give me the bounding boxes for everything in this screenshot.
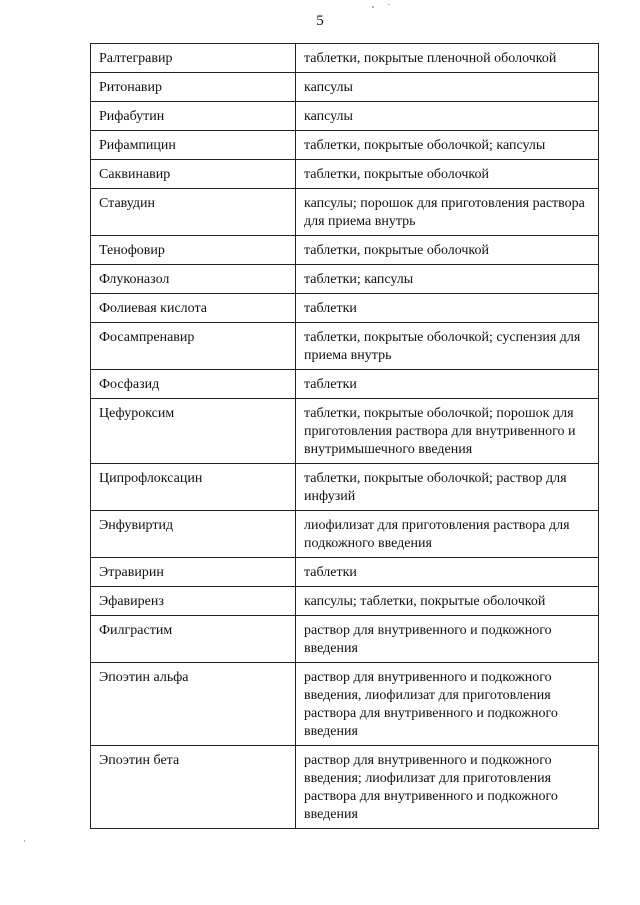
dosage-form-cell: капсулы bbox=[296, 102, 599, 131]
dosage-form-cell: раствор для внутривенного и подкожного введения bbox=[296, 616, 599, 663]
drug-name-cell: Рифампицин bbox=[91, 131, 296, 160]
table-row bbox=[91, 131, 599, 160]
drug-name-cell: Ципрофлоксацин bbox=[91, 464, 296, 511]
dosage-form-cell: таблетки, покрытые оболочкой; суспензия для приема внутрь bbox=[296, 323, 599, 370]
dosage-form-cell: таблетки, покрытые оболочкой; порошок для приготовления раствора для внутривенного и внутримышечного введения bbox=[296, 399, 599, 464]
drug-name-cell: Эпоэтин бета bbox=[91, 746, 296, 829]
dosage-form-cell: лиофилизат для приготовления раствора для подкожного введения bbox=[296, 511, 599, 558]
table-row bbox=[91, 73, 599, 102]
drug-name-cell: Энфувиртид bbox=[91, 511, 296, 558]
table-row bbox=[91, 464, 599, 511]
table-row bbox=[91, 587, 599, 616]
table-row bbox=[91, 294, 599, 323]
table-row bbox=[91, 511, 599, 558]
dosage-form-cell: раствор для внутривенного и подкожного введения, лиофилизат для приготовления раствора для внутривенного и подкожного введения bbox=[296, 663, 599, 746]
dosage-form-cell: таблетки bbox=[296, 294, 599, 323]
drug-name-cell: Эфавиренз bbox=[91, 587, 296, 616]
table-row bbox=[91, 160, 599, 189]
drug-name-cell: Цефуроксим bbox=[91, 399, 296, 464]
dosage-form-cell: капсулы; таблетки, покрытые оболочкой bbox=[296, 587, 599, 616]
table-row bbox=[91, 663, 599, 746]
page-number: 5 bbox=[316, 13, 324, 29]
scan-speck bbox=[24, 840, 25, 842]
scan-speck bbox=[388, 4, 390, 5]
dosage-form-cell: таблетки, покрытые оболочкой bbox=[296, 160, 599, 189]
drug-table bbox=[90, 43, 599, 829]
dosage-form-cell: таблетки bbox=[296, 370, 599, 399]
table-row bbox=[91, 558, 599, 587]
table-row bbox=[91, 102, 599, 131]
dosage-form-cell: капсулы bbox=[296, 73, 599, 102]
dosage-form-cell: таблетки; капсулы bbox=[296, 265, 599, 294]
drug-table-body bbox=[91, 44, 599, 829]
drug-name-cell: Тенофовир bbox=[91, 236, 296, 265]
dosage-form-cell: капсулы; порошок для приготовления раствора для приема внутрь bbox=[296, 189, 599, 236]
drug-name-cell: Филграстим bbox=[91, 616, 296, 663]
table-row bbox=[91, 265, 599, 294]
dosage-form-cell: таблетки bbox=[296, 558, 599, 587]
drug-name-cell: Ставудин bbox=[91, 189, 296, 236]
table-row bbox=[91, 44, 599, 73]
table-row bbox=[91, 616, 599, 663]
dosage-form-cell: таблетки, покрытые оболочкой; капсулы bbox=[296, 131, 599, 160]
drug-name-cell: Флуконазол bbox=[91, 265, 296, 294]
table-row bbox=[91, 746, 599, 829]
drug-name-cell: Этравирин bbox=[91, 558, 296, 587]
table-row bbox=[91, 399, 599, 464]
scan-speck bbox=[372, 6, 374, 8]
table-row bbox=[91, 323, 599, 370]
dosage-form-cell: таблетки, покрытые оболочкой bbox=[296, 236, 599, 265]
drug-name-cell: Фосампренавир bbox=[91, 323, 296, 370]
table-row bbox=[91, 236, 599, 265]
table-row bbox=[91, 189, 599, 236]
drug-name-cell: Саквинавир bbox=[91, 160, 296, 189]
drug-name-cell: Фолиевая кислота bbox=[91, 294, 296, 323]
table-row bbox=[91, 370, 599, 399]
drug-name-cell: Ритонавир bbox=[91, 73, 296, 102]
drug-name-cell: Фосфазид bbox=[91, 370, 296, 399]
dosage-form-cell: таблетки, покрытые оболочкой; раствор для инфузий bbox=[296, 464, 599, 511]
dosage-form-cell: раствор для внутривенного и подкожного введения; лиофилизат для приготовления раствора для внутривенного и подкожного введения bbox=[296, 746, 599, 829]
drug-name-cell: Ралтегравир bbox=[91, 44, 296, 73]
dosage-form-cell: таблетки, покрытые пленочной оболочкой bbox=[296, 44, 599, 73]
drug-name-cell: Эпоэтин альфа bbox=[91, 663, 296, 746]
drug-name-cell: Рифабутин bbox=[91, 102, 296, 131]
